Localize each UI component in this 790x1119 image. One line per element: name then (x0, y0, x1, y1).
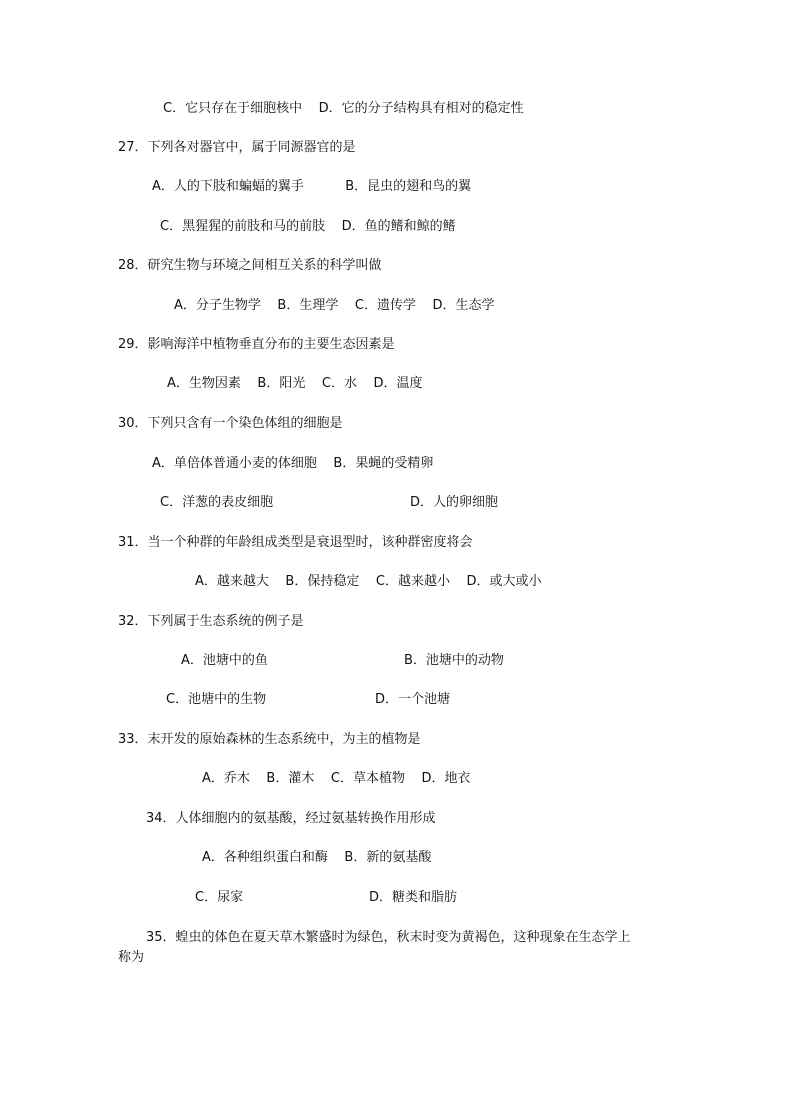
q34-option-d: D．糖类和脂肪 (369, 890, 458, 905)
q35-stem: 35．蝗虫的体色在夏天草木繁盛时为绿色，秋末时变为黄褐色，这种现象在生态学上 (146, 930, 631, 945)
q29-stem: 29．影响海洋中植物垂直分布的主要生态因素是 (118, 337, 395, 352)
q34-option-c: C．尿家 (195, 890, 244, 905)
q30-options-ab: A．单倍体普通小麦的体细胞 B．果蝇的受精卵 (152, 456, 434, 471)
q32-stem: 32．下列属于生态系统的例子是 (118, 614, 304, 629)
q32-option-d: D．一个池塘 (375, 692, 451, 707)
q32-option-c: C．池塘中的生物 (166, 692, 267, 707)
q33-options: A．乔木 B．灌木 C．草本植物 D．地衣 (202, 771, 471, 786)
q32-option-a: A．池塘中的鱼 (181, 653, 268, 668)
q35-stem-continued: 称为 (118, 950, 145, 965)
q33-stem: 33．末开发的原始森林的生态系统中，为主的植物是 (118, 732, 421, 747)
q32-option-b: B．池塘中的动物 (404, 653, 504, 668)
q27-options-cd: C．黑猩猩的前肢和马的前肢 D．鱼的鳍和鲸的鳍 (160, 219, 456, 234)
q31-stem: 31．当一个种群的年龄组成类型是衰退型时，该种群密度将会 (118, 535, 473, 550)
q27-options-ab: A．人的下肢和蝙蝠的翼手 B．昆虫的翅和鸟的翼 (152, 179, 472, 194)
q34-stem: 34．人体细胞内的氨基酸，经过氨基转换作用形成 (146, 811, 436, 826)
q26-options-cd: C．它只存在于细胞核中 D．它的分子结构具有相对的稳定性 (163, 101, 524, 116)
q34-options-ab: A．各种组织蛋白和酶 B．新的氨基酸 (202, 850, 432, 865)
q29-options: A．生物因素 B．阳光 C．水 D．温度 (167, 376, 423, 391)
q30-option-d: D．人的卵细胞 (410, 495, 499, 510)
q28-options: A．分子生物学 B．生理学 C．遗传学 D．生态学 (174, 298, 495, 313)
q30-option-c: C．洋葱的表皮细胞 (160, 495, 274, 510)
q31-options: A．越来越大 B．保持稳定 C．越来越小 D．或大或小 (195, 574, 542, 589)
q27-stem: 27．下列各对器官中，属于同源器官的是 (118, 140, 356, 155)
q30-stem: 30．下列只含有一个染色体组的细胞是 (118, 416, 343, 431)
q28-stem: 28．研究生物与环境之间相互关系的科学叫做 (118, 258, 382, 273)
